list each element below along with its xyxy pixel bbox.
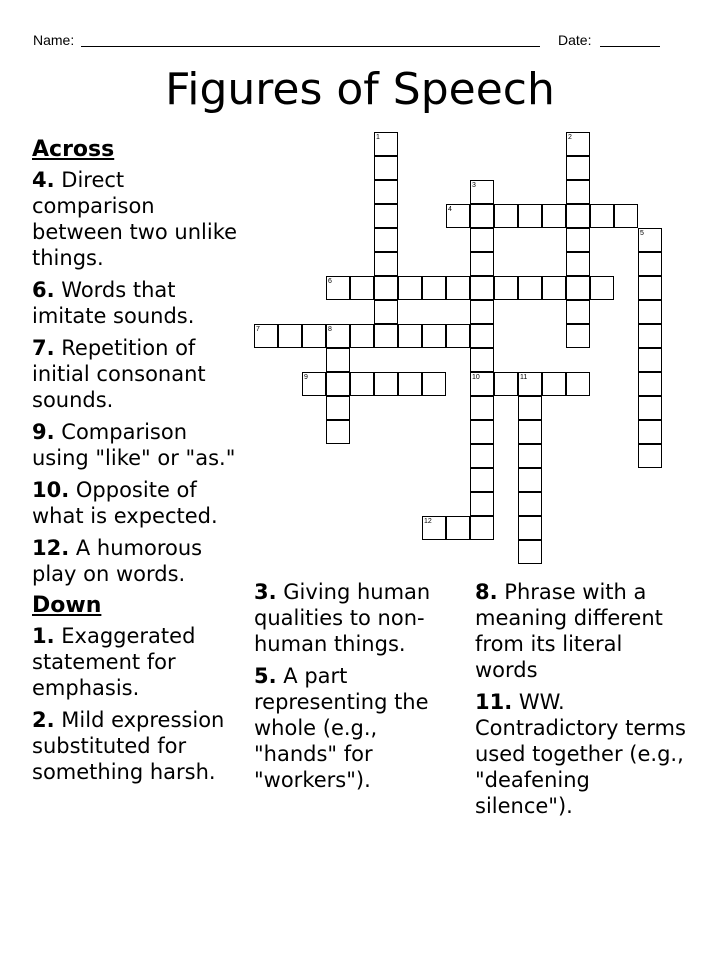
clue-number-label: 7 (256, 326, 260, 333)
across-clue-7 (32, 335, 248, 413)
clue-text: Opposite of what is expected. (32, 478, 218, 528)
crossword-cell[interactable] (470, 252, 494, 276)
crossword-cell[interactable] (614, 204, 638, 228)
crossword-cell[interactable] (350, 372, 374, 396)
crossword-cell[interactable] (446, 516, 470, 540)
crossword-cell[interactable] (518, 276, 542, 300)
clue-number-label: 1 (376, 134, 380, 141)
down-clue-3 (254, 579, 454, 657)
across-clue-6 (32, 277, 248, 329)
crossword-cell[interactable] (518, 396, 542, 420)
crossword-cell[interactable] (470, 516, 494, 540)
down-heading: Down (32, 593, 102, 618)
crossword-cell[interactable] (638, 276, 662, 300)
crossword-cell[interactable] (398, 372, 422, 396)
crossword-cell[interactable] (638, 300, 662, 324)
crossword-cell[interactable] (446, 276, 470, 300)
crossword-cell[interactable] (422, 372, 446, 396)
crossword-cell[interactable] (518, 516, 542, 540)
crossword-cell[interactable] (374, 372, 398, 396)
clue-number-label: 2 (568, 134, 572, 141)
crossword-cell[interactable] (350, 276, 374, 300)
crossword-cell[interactable] (590, 276, 614, 300)
crossword-cell[interactable] (470, 204, 494, 228)
clue-number: 7. (32, 336, 55, 360)
crossword-cell[interactable] (566, 300, 590, 324)
crossword-cell[interactable] (374, 204, 398, 228)
crossword-cell[interactable] (374, 252, 398, 276)
clue-number-label: 5 (640, 230, 644, 237)
crossword-cell[interactable] (542, 372, 566, 396)
crossword-cell[interactable] (422, 276, 446, 300)
crossword-cell[interactable] (494, 372, 518, 396)
clue-number-label: 10 (472, 374, 480, 381)
crossword-cell[interactable] (518, 492, 542, 516)
crossword-cell[interactable] (326, 420, 350, 444)
crossword-cell[interactable] (326, 348, 350, 372)
crossword-cell[interactable] (374, 300, 398, 324)
crossword-cell[interactable] (518, 420, 542, 444)
clue-text: Words that imitate sounds. (32, 278, 195, 328)
crossword-cell[interactable] (566, 156, 590, 180)
crossword-cell[interactable] (566, 204, 590, 228)
across-clue-10 (32, 477, 248, 529)
clue-text: Phrase with a meaning different from its literal words (475, 580, 663, 682)
crossword-cell[interactable] (374, 156, 398, 180)
crossword-cell[interactable] (470, 276, 494, 300)
crossword-cell[interactable] (470, 492, 494, 516)
clue-number-label: 8 (328, 326, 332, 333)
crossword-cell[interactable] (566, 180, 590, 204)
clue-number: 12. (32, 536, 70, 560)
clue-number: 3. (254, 580, 277, 604)
across-clue-4 (32, 167, 248, 271)
crossword-cell[interactable] (374, 324, 398, 348)
clue-text: Giving human qualities to non-human things. (254, 580, 431, 656)
clue-number: 4. (32, 168, 55, 192)
crossword-cell[interactable] (374, 228, 398, 252)
crossword-cell[interactable] (518, 444, 542, 468)
crossword-cell[interactable] (518, 204, 542, 228)
across-clue-12 (32, 535, 248, 587)
crossword-cell[interactable] (590, 204, 614, 228)
down-clue-2 (32, 707, 248, 785)
crossword-cell[interactable] (446, 324, 470, 348)
crossword-cell[interactable] (470, 420, 494, 444)
clue-number-label: 11 (520, 374, 528, 381)
crossword-cell[interactable] (278, 324, 302, 348)
across-heading: Across (32, 137, 115, 162)
clue-text: A part representing the whole (e.g., "hands" for "workers"). (254, 664, 429, 792)
down-clue-8 (475, 579, 690, 683)
crossword-cell[interactable] (422, 324, 446, 348)
clue-text: Mild expression substituted for something harsh. (32, 708, 225, 784)
name-label: Name: (33, 32, 75, 48)
crossword-cell[interactable] (638, 420, 662, 444)
header-row (33, 32, 663, 52)
crossword-cell[interactable] (638, 252, 662, 276)
crossword-cell[interactable] (638, 444, 662, 468)
clue-number-label: 6 (328, 278, 332, 285)
crossword-cell[interactable] (470, 300, 494, 324)
clue-text: Exaggerated statement for emphasis. (32, 624, 196, 700)
clue-text: Comparison using "like" or "as." (32, 420, 236, 470)
crossword-cell[interactable] (326, 396, 350, 420)
date-label: Date: (558, 32, 592, 48)
down-clue-1 (32, 623, 248, 701)
clue-number: 11. (475, 690, 513, 714)
crossword-cell[interactable] (638, 396, 662, 420)
clue-number: 9. (32, 420, 55, 444)
crossword-cell[interactable] (566, 252, 590, 276)
crossword-cell[interactable] (542, 204, 566, 228)
clue-number: 1. (32, 624, 55, 648)
crossword-cell[interactable] (566, 228, 590, 252)
clues-column-1 (32, 137, 248, 791)
crossword-cell[interactable] (638, 372, 662, 396)
crossword-cell[interactable] (470, 228, 494, 252)
clue-number: 2. (32, 708, 55, 732)
crossword-cell[interactable] (518, 468, 542, 492)
date-field-line[interactable] (600, 46, 660, 47)
crossword-cell[interactable] (566, 276, 590, 300)
clue-text: Repetition of initial consonant sounds. (32, 336, 206, 412)
crossword-cell[interactable] (566, 324, 590, 348)
crossword-cell[interactable] (470, 324, 494, 348)
clue-number-label: 4 (448, 206, 452, 213)
crossword-cell[interactable] (566, 372, 590, 396)
page-title: Figures of Speech (165, 64, 555, 115)
crossword-cell[interactable] (638, 348, 662, 372)
crossword-cell[interactable] (374, 180, 398, 204)
crossword-cell[interactable] (302, 324, 326, 348)
crossword-cell[interactable] (638, 324, 662, 348)
crossword-cell[interactable] (494, 204, 518, 228)
down-clue-11 (475, 689, 690, 819)
clue-number: 8. (475, 580, 498, 604)
crossword-cell[interactable] (494, 276, 518, 300)
clue-text: WW. Contradictory terms used together (e.g., "deafening silence"). (475, 690, 686, 818)
crossword-cell[interactable] (374, 276, 398, 300)
crossword-cell[interactable] (470, 348, 494, 372)
clues-column-2 (254, 579, 454, 799)
crossword-cell[interactable] (518, 540, 542, 564)
clue-text: A humorous play on words. (32, 536, 203, 586)
crossword-cell[interactable] (326, 372, 350, 396)
crossword-cell[interactable] (398, 324, 422, 348)
clue-number-label: 3 (472, 182, 476, 189)
crossword-cell[interactable] (350, 324, 374, 348)
clue-number: 5. (254, 664, 277, 688)
crossword-cell[interactable] (542, 276, 566, 300)
down-clue-5 (254, 663, 454, 793)
crossword-cell[interactable] (470, 396, 494, 420)
name-field-line[interactable] (81, 46, 540, 47)
crossword-cell[interactable] (470, 444, 494, 468)
clue-number: 10. (32, 478, 70, 502)
clue-number-label: 9 (304, 374, 308, 381)
across-clue-9 (32, 419, 248, 471)
crossword-cell[interactable] (398, 276, 422, 300)
clues-column-3 (475, 579, 690, 825)
clue-text: Direct comparison between two unlike things. (32, 168, 238, 270)
clue-number: 6. (32, 278, 55, 302)
clue-number-label: 12 (424, 518, 432, 525)
crossword-cell[interactable] (470, 468, 494, 492)
